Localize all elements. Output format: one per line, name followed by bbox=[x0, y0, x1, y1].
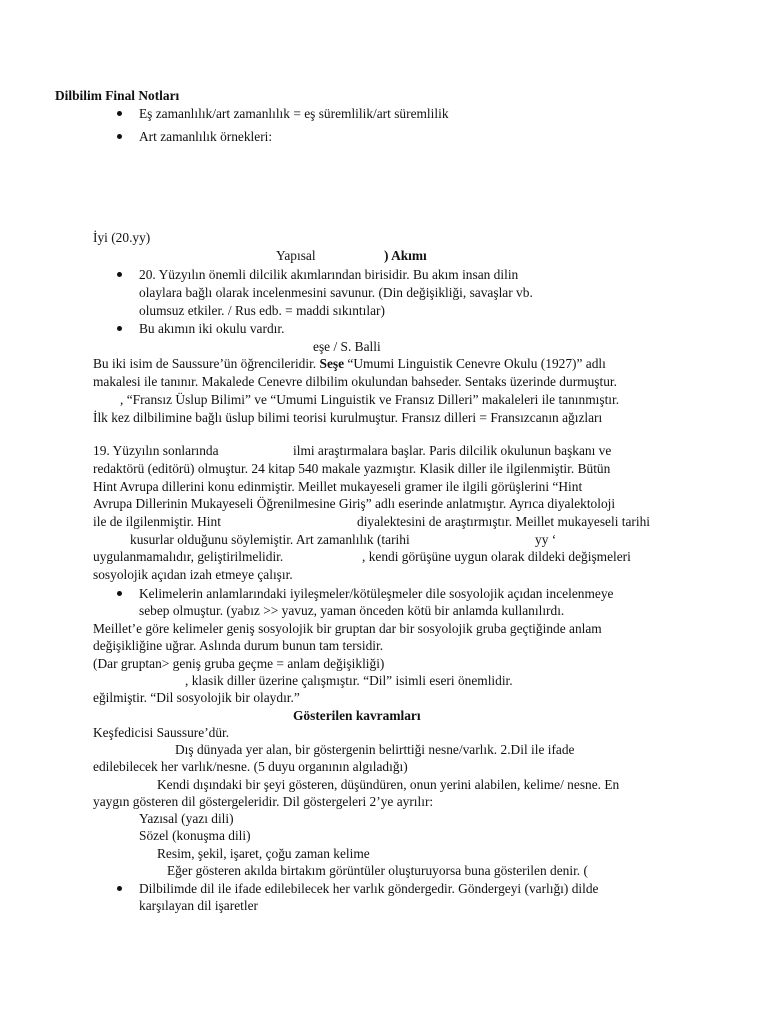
bullet-continuation: olumsuz etkiler. / Rus edb. = maddi sıkıntılar) bbox=[139, 303, 385, 318]
paragraph-line: kusurlar olduğunu söylemiştir. Art zamanlılık (tarihi bbox=[130, 532, 410, 547]
paragraph-line: , kendi görüşüne uygun olarak dildeki değişmeleri bbox=[362, 549, 631, 564]
paragraph-line: diyalektesini de araştırmıştır. Meillet mukayeseli tarihi bbox=[357, 514, 651, 529]
section-yapisal-left: Yapısal bbox=[276, 248, 316, 263]
paragraph-line: 19. Yüzyılın sonlarında bbox=[93, 443, 219, 458]
paragraph-line: (Dar gruptan> geniş gruba geçme = anlam değişikliği) bbox=[93, 656, 385, 671]
section-yapisal-right: ) Akımı bbox=[384, 248, 427, 263]
paragraph-line: Keşfedicisi Saussure’dür. bbox=[93, 725, 230, 740]
paragraph-line: Resim, şekil, işaret, çoğu zaman kelime bbox=[157, 846, 370, 861]
paragraph-line: değişikliğine uğrar. Aslında durum bunun tam tersidir. bbox=[93, 638, 384, 653]
paragraph-line: ile de ilgilenmiştir. Hint bbox=[93, 514, 221, 529]
paragraph-line: Sözel (konuşma dili) bbox=[139, 828, 251, 843]
text-run: “Umumi Linguistik Cenevre Okulu (1927)” adlı bbox=[344, 356, 606, 371]
ese-balli-line: eşe / S. Balli bbox=[313, 339, 381, 354]
paragraph-line: sosyolojik açıdan izah etmeye çalışır. bbox=[93, 567, 293, 582]
bullet-continuation: karşılayan dil işaretler bbox=[139, 898, 258, 913]
paragraph-line: İlk kez dilbilimine bağlı üslup bilimi teorisi kurulmuştur. Fransız dilleri = Fransızcanın ağızları bbox=[93, 410, 603, 425]
paragraph-line: redaktörü (editörü) olmuştur. 24 kitap 540 makale yazmıştır. Klasik diller ile ilgilenmiştir. Bütün bbox=[93, 461, 611, 476]
paragraph-line: Avrupa Dillerinin Mukayeseli Öğrenilmesine Giriş” adlı eserinde anlatmıştır. Ayrıca diyalektoloji bbox=[93, 496, 616, 511]
paragraph-line: Kendi dışındaki bir şeyi gösteren, düşündüren, onun yerini alabilen, kelime/ nesne. En bbox=[157, 777, 620, 792]
iyi-line: İyi (20.yy) bbox=[93, 230, 151, 245]
paragraph-line bbox=[93, 356, 606, 372]
bullet-continuation: sebep olmuştur. (yabız >> yavuz, yaman önceden kötü bir anlamda kullanılırdı. bbox=[139, 603, 565, 618]
bullet-item: Dilbilimde dil ile ifade edilebilecek her varlık göndergedir. Göndergeyi (varlığı) dilde bbox=[139, 881, 599, 896]
bullet-marker bbox=[117, 591, 122, 596]
text-run: Bu iki isim de Saussure’ün öğrencileridir. bbox=[93, 356, 320, 371]
bullet-continuation: olaylara bağlı olarak incelenmesini savunur. (Din değişikliği, savaşlar vb. bbox=[139, 285, 533, 300]
paragraph-line: uygulanmamalıdır, geliştirilmelidir. bbox=[93, 549, 284, 564]
bullet-marker bbox=[117, 272, 122, 277]
section-heading: Gösterilen kavramları bbox=[293, 708, 421, 723]
paragraph-line: ilmi araştırmalara başlar. Paris dilcilik okulunun başkanı ve bbox=[293, 443, 612, 458]
bullet-item: Kelimelerin anlamlarındaki iyileşmeler/kötüleşmeler dile sosyolojik açıdan incelenmeye bbox=[139, 586, 614, 601]
bullet-item: Art zamanlılık örnekleri: bbox=[139, 129, 273, 144]
bullet-marker bbox=[117, 111, 122, 116]
bullet-item: 20. Yüzyılın önemli dilcilik akımlarından birisidir. Bu akım insan dilin bbox=[139, 267, 519, 282]
paragraph-line: makalesi ile tanınır. Makalede Cenevre dilbilim okulundan bahseder. Sentaks üzerinde durmuştur. bbox=[93, 374, 617, 389]
paragraph-line: Eğer gösteren akılda birtakım görüntüler oluşturuyorsa buna gösterilen denir. ( bbox=[167, 863, 588, 878]
paragraph-line: yaygın gösteren dil göstergeleridir. Dil göstergeleri 2’ye ayrılır: bbox=[93, 794, 434, 809]
paragraph-line: edilebilecek her varlık/nesne. (5 duyu organının algıladığı) bbox=[93, 759, 408, 774]
paragraph-line: eğilmiştir. “Dil sosyolojik bir olaydır.” bbox=[93, 690, 300, 705]
paragraph-line: , klasik diller üzerine çalışmıştır. “Dil” isimli eseri önemlidir. bbox=[185, 673, 513, 688]
bullet-marker bbox=[117, 326, 122, 331]
paragraph-line: yy ‘ bbox=[535, 532, 557, 547]
paragraph-line: Dış dünyada yer alan, bir göstergenin belirttiği nesne/varlık. 2.Dil ile ifade bbox=[175, 742, 575, 757]
bullet-item: Bu akımın iki okulu vardır. bbox=[139, 321, 285, 336]
bullet-marker bbox=[117, 886, 122, 891]
paragraph-line: Meillet’e göre kelimeler geniş sosyolojik bir gruptan dar bir sosyolojik gruba geçtiğinde anlam bbox=[93, 621, 602, 636]
paragraph-line: Hint Avrupa dillerini konu edinmiştir. Meillet mukayeseli gramer ile ilgili görüşlerini “Hint bbox=[93, 479, 583, 494]
document-title: Dilbilim Final Notları bbox=[55, 88, 180, 103]
bullet-marker bbox=[117, 134, 122, 139]
paragraph-line: , “Fransız Üslup Bilimi” ve “Umumi Linguistik ve Fransız Dilleri” makaleleri ile tanınmıştır. bbox=[120, 392, 620, 407]
paragraph-line: Yazısal (yazı dili) bbox=[139, 811, 234, 826]
bullet-item: Eş zamanlılık/art zamanlılık = eş süremlilik/art süremlilik bbox=[139, 106, 449, 121]
text-run-bold: Seşe bbox=[319, 356, 345, 371]
